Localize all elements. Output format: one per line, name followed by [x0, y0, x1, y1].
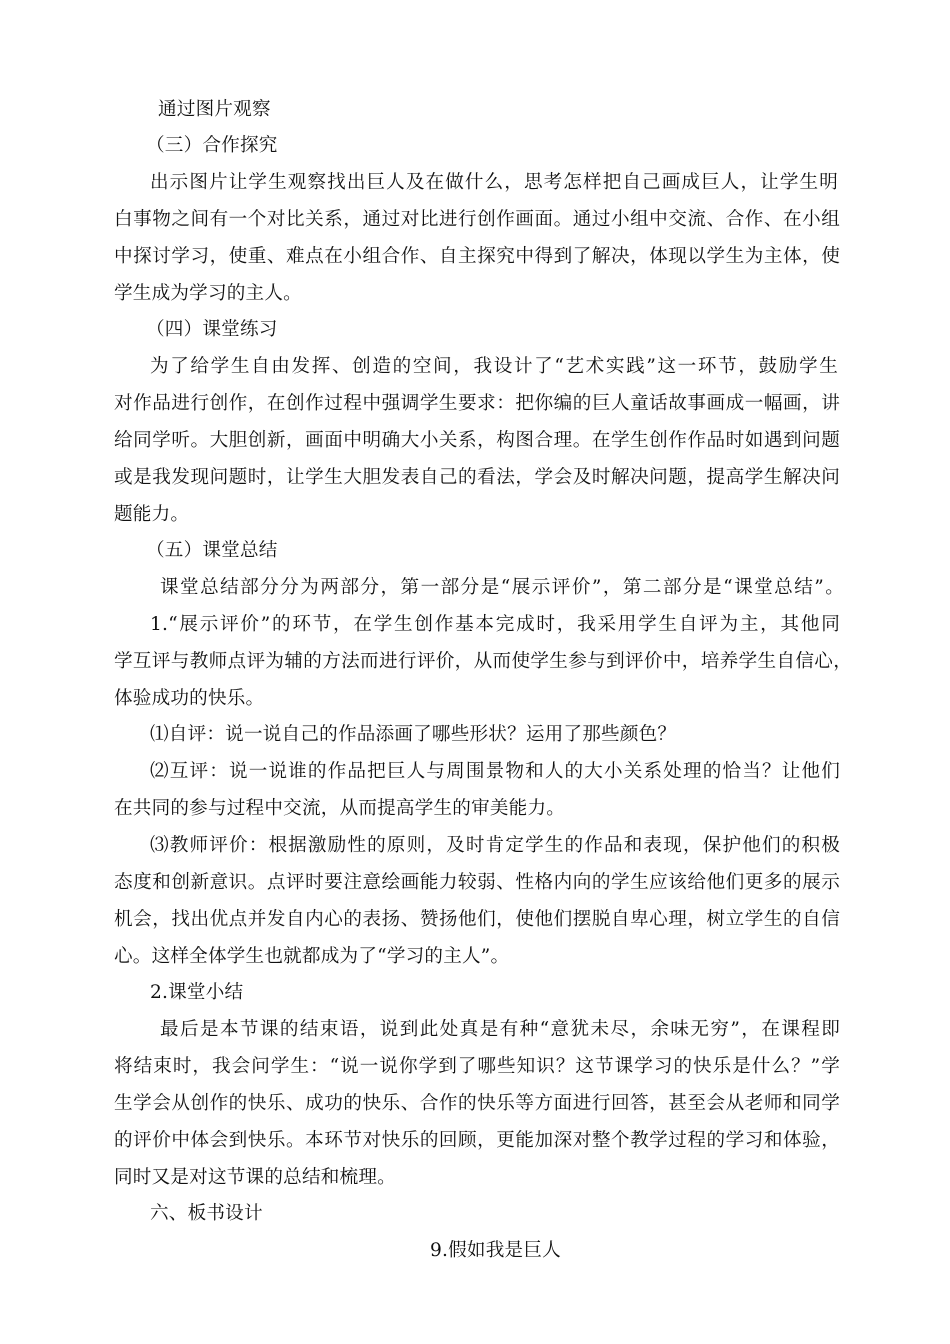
paragraph-line: 对作品进行创作，在创作过程中强调学生要求：把你编的巨人童话故事画成一幅画，讲	[114, 393, 840, 414]
paragraph-line: 学互评与教师点评为辅的方法而进行评价，从而使学生参与到评价中，培养学生自信心，	[114, 651, 852, 672]
paragraph-line: 为了给学生自由发挥、创造的空间，我设计了“艺术实践”这一环节，鼓励学生	[150, 356, 838, 377]
paragraph-line: 给同学听。大胆创新，画面中明确大小关系，构图合理。在学生创作作品时如遇到问题	[114, 430, 840, 451]
paragraph-line: 1.“展示评价”的环节，在学生创作基本完成时，我采用学生自评为主，其他同	[150, 614, 840, 635]
paragraph-line: 心。这样全体学生也就都成为了“学习的主人”。	[114, 946, 510, 967]
board-title: 9.假如我是巨人	[430, 1240, 561, 1261]
paragraph-line: ⑶教师评价：根据激励性的原则，及时肯定学生的作品和表现，保护他们的积极	[150, 835, 840, 856]
paragraph-line: 学生成为学习的主人。	[114, 283, 302, 304]
paragraph-line: 机会，找出优点并发自内心的表扬、赞扬他们，使他们摆脱自卑心理，树立学生的自信	[114, 909, 840, 930]
paragraph-line: 将结束时，我会问学生：“说一说你学到了哪些知识？这节课学习的快乐是什么？”学	[114, 1056, 840, 1077]
text-line: 通过图片观察	[158, 99, 271, 120]
paragraph-line: 题能力。	[114, 504, 190, 525]
paragraph-line: 课堂总结部分分为两部分，第一部分是“展示评价”，第二部分是“课堂总结”。	[160, 577, 844, 598]
paragraph-line: 生学会从创作的快乐、成功的快乐、合作的快乐等方面进行回答，甚至会从老师和同学	[114, 1093, 840, 1114]
section-heading: （四）课堂练习	[146, 319, 278, 340]
paragraph-line: 的评价中体会到快乐。本环节对快乐的回顾，更能加深对整个教学过程的学习和体验，	[114, 1130, 840, 1151]
paragraph-line: 同时又是对这节课的总结和梳理。	[114, 1167, 396, 1188]
paragraph-line: 或是我发现问题时，让学生大胆发表自己的看法，学会及时解决问题，提高学生解决问	[114, 467, 840, 488]
paragraph-line: ⑵互评：说一说谁的作品把巨人与周围景物和人的大小关系处理的恰当？让他们	[150, 761, 840, 782]
section-heading: （五）课堂总结	[146, 540, 278, 561]
paragraph-line: 最后是本节课的结束语，说到此处真是有种“意犹未尽，余味无穷”，在课程即	[160, 1019, 840, 1040]
section-heading: 2.课堂小结	[150, 982, 244, 1003]
paragraph-line: 在共同的参与过程中交流，从而提高学生的审美能力。	[114, 798, 566, 819]
paragraph-line: 出示图片让学生观察找出巨人及在做什么，思考怎样把自己画成巨人，让学生明	[150, 172, 838, 193]
section-heading: （三）合作探究	[146, 135, 278, 156]
paragraph-line: ⑴自评：说一说自己的作品添画了哪些形状？运用了那些颜色？	[150, 724, 677, 745]
section-heading: 六、板书设计	[150, 1203, 263, 1224]
paragraph-line: 中探讨学习，使重、难点在小组合作、自主探究中得到了解决，体现以学生为主体，使	[114, 246, 840, 267]
paragraph-line: 白事物之间有一个对比关系，通过对比进行创作画面。通过小组中交流、合作、在小组	[114, 209, 840, 230]
paragraph-line: 体验成功的快乐。	[114, 688, 265, 709]
paragraph-line: 态度和创新意识。点评时要注意绘画能力较弱、性格内向的学生应该给他们更多的展示	[114, 872, 840, 893]
